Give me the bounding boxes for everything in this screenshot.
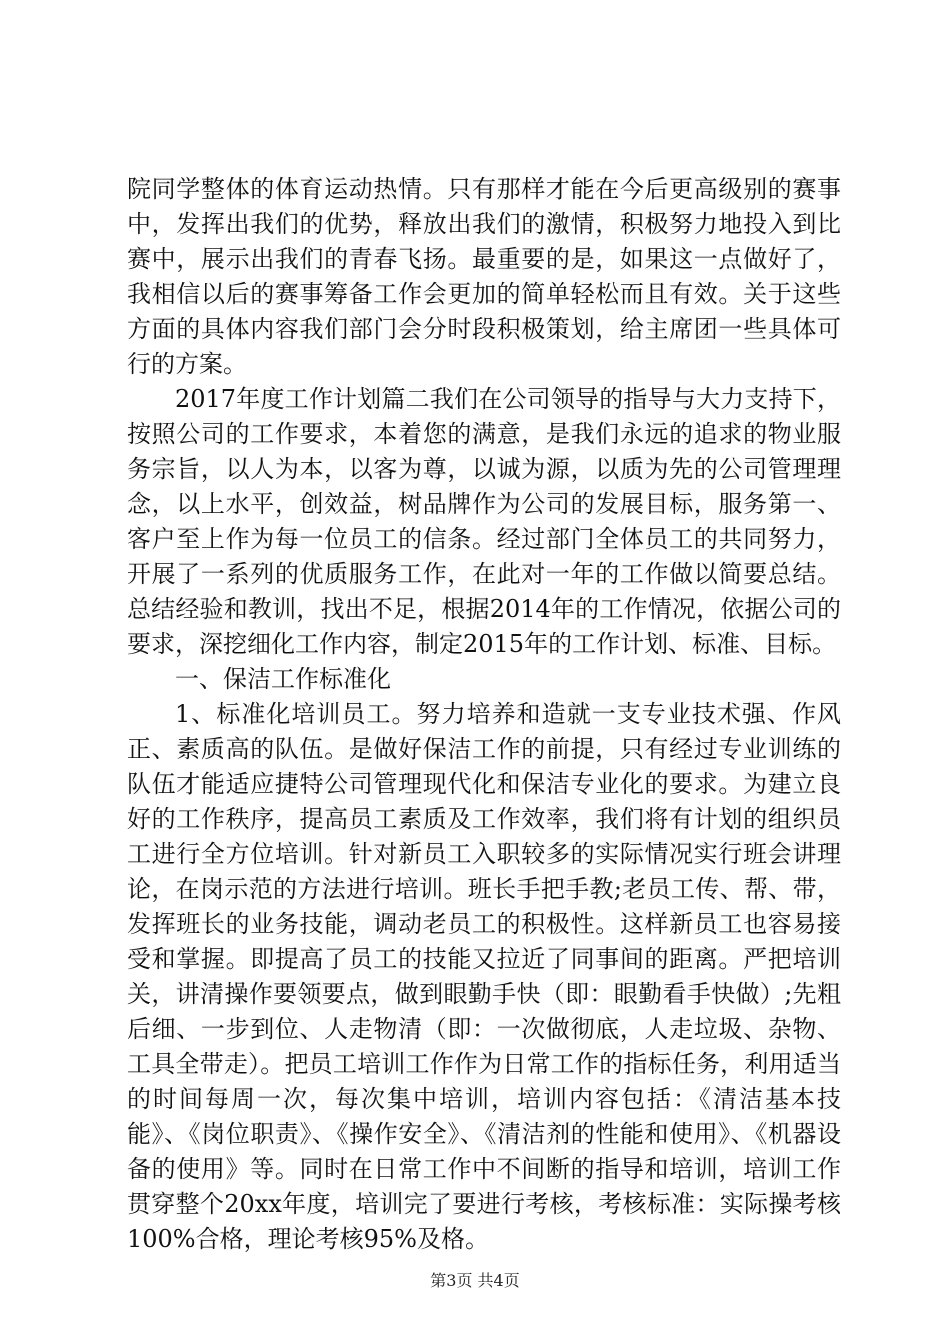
paragraph-standardized-training: 1、标准化培训员工。努力培养和造就一支专业技术强、作风正、素质高的队伍。是做好保洁工作的前提，只有经过专业训练的队伍才能适应捷特公司管理现代化和保洁专业化的要求。为建立良好的工作秩序，提高员工素质及工作效率，我们将有计划的组织员工进行全方位培训。针对新员工入职较多的实际情况实行班会讲理论，在岗示范的方法进行培训。班长手把手教;老员工传、帮、带，发挥班长的业务技能，调动老员工的积极性。这样新员工也容易接受和掌握。即提高了员工的技能又拉近了同事间的距离。严把培训关，讲清操作要领要点，做到眼勤手快（即：眼勤看手快做）;先粗后细、一步到位、人走物清（即：一次做彻底，人走垃圾、杂物、工具全带走）。把员工培训工作作为日常工作的指标任务，利用适当的时间每周一次，每次集中培训，培训内容包括：《清洁基本技能》、《岗位职责》、《操作安全》、《清洁剂的性能和使用》、《机器设备的使用》等。同时在日常工作中不间断的指导和培训，培训工作贯穿整个20xx年度，培训完了要进行考核，考核标准：实际操考核100%合格，理论考核95%及格。 <box>127 700 841 1253</box>
paragraph-work-plan-intro: 2017年度工作计划篇二我们在公司领导的指导与大力支持下，按照公司的工作要求，本着您的满意，是我们永远的追求的物业服务宗旨，以人为本，以客为尊，以诚为源，以质为先的公司管理理念，以上水平，创效益，树品牌作为公司的发展目标，服务第一、客户至上作为每一位员工的信条。经过部门全体员工的共同努力，开展了一系列的优质服务工作，在此对一年的工作做以简要总结。总结经验和教训，找出不足，根据2014年的工作情况，依据公司的要求，深挖细化工作内容，制定2015年的工作计划、标准、目标。 <box>127 385 841 658</box>
paragraph-continuation: 院同学整体的体育运动热情。只有那样才能在今后更高级别的赛事中，发挥出我们的优势，释放出我们的激情，积极努力地投入到比赛中，展示出我们的青春飞扬。最重要的是，如果这一点做好了，我相信以后的赛事筹备工作会更加的简单轻松而且有效。关于这些方面的具体内容我们部门会分时段积极策划，给主席团一些具体可行的方案。 <box>127 175 841 378</box>
page-footer: 第3页 共4页 <box>430 1271 520 1290</box>
section-heading-cleaning-standardization: 一、保洁工作标准化 <box>175 665 391 693</box>
document-body <box>127 172 841 1257</box>
